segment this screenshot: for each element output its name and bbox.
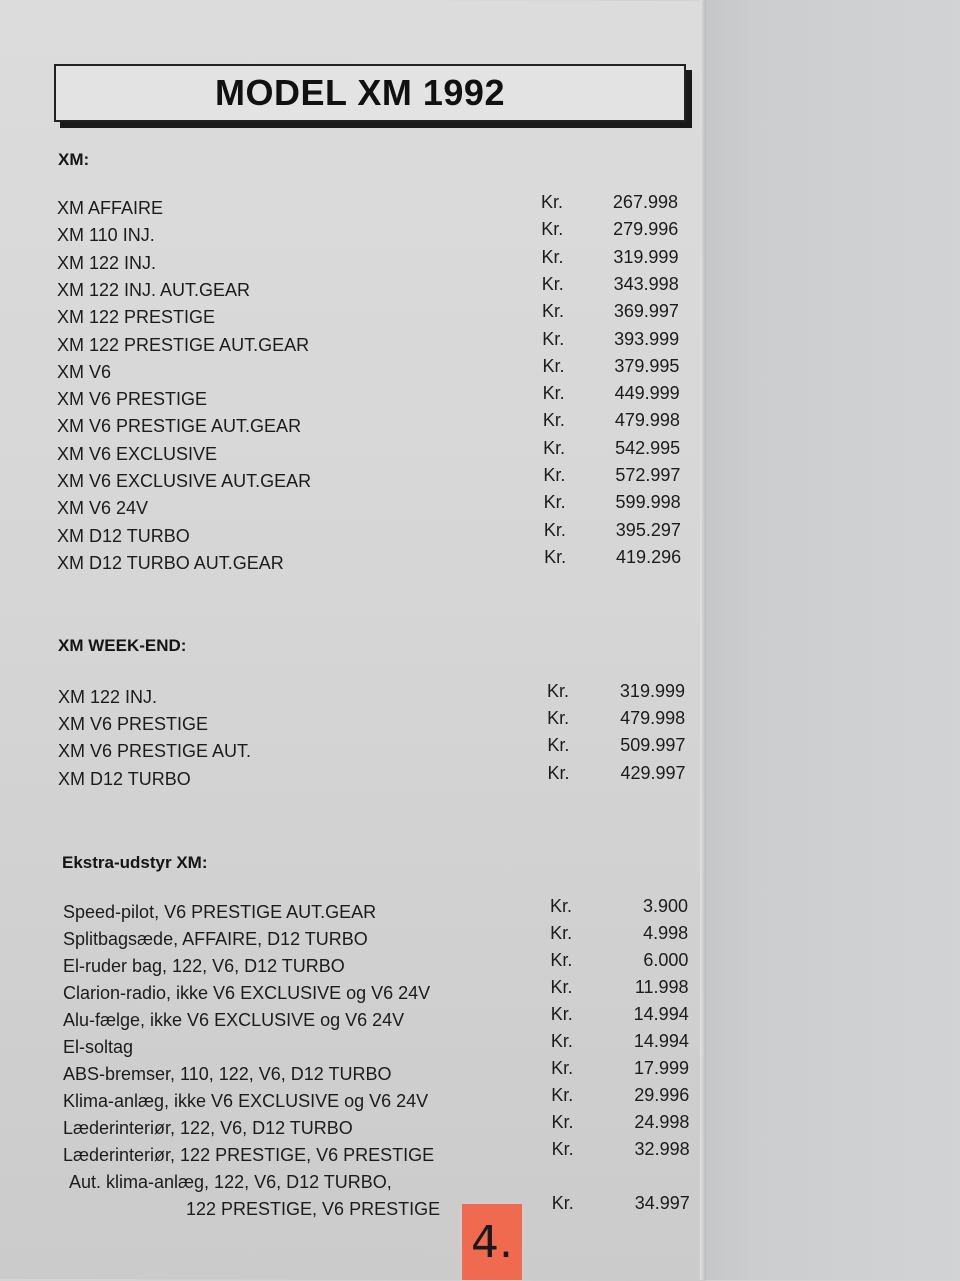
currency-label: Kr. — [551, 1085, 574, 1105]
section-heading-week-end: XM WEEK-END: — [58, 636, 187, 655]
item-name: ABS-bremser, 110, 122, V6, D12 TURBO — [63, 1064, 392, 1084]
currency-label: Kr. — [544, 546, 567, 567]
item-name: XM V6 EXCLUSIVE AUT.GEAR — [57, 471, 312, 491]
currency-label: Kr. — [550, 923, 573, 943]
item-name: XM D12 TURBO AUT.GEAR — [57, 552, 284, 573]
price-value: 379.995 — [614, 355, 680, 376]
item-name-line1: Aut. klima-anlæg, 122, V6, D12 TURBO, — [69, 1172, 392, 1192]
item-name: XM 122 INJ. AUT.GEAR — [57, 279, 251, 300]
price-value: 429.997 — [620, 762, 686, 783]
price-value: 34.997 — [634, 1193, 690, 1213]
currency-label: Kr. — [541, 301, 564, 322]
page-edge — [700, 0, 706, 1280]
currency-label: Kr. — [547, 708, 570, 729]
section-heading-ekstra-udstyr: Ekstra-udstyr XM: — [62, 853, 208, 872]
currency-label: Kr. — [541, 219, 564, 240]
currency-label: Kr. — [547, 762, 570, 783]
currency-label: Kr. — [542, 410, 565, 431]
price-value: 279.996 — [613, 219, 679, 240]
currency-label: Kr. — [551, 1139, 574, 1159]
price-value: 17.999 — [634, 1058, 690, 1078]
price-value: 599.998 — [615, 492, 681, 513]
price-value: 4.998 — [643, 923, 689, 943]
currency-label: Kr. — [543, 465, 566, 485]
price-value: 572.997 — [615, 465, 681, 485]
item-name: XM V6 PRESTIGE — [58, 714, 209, 735]
price-value: 393.999 — [614, 328, 680, 349]
currency-label: Kr. — [550, 1031, 573, 1051]
currency-label: Kr. — [550, 896, 573, 916]
currency-label: Kr. — [550, 1004, 573, 1024]
currency-label: Kr. — [550, 950, 573, 970]
price-value: 479.998 — [620, 708, 686, 729]
currency-label: Kr. — [550, 977, 573, 997]
price-value: 395.297 — [615, 519, 681, 540]
price-row — [0, 1172, 700, 1226]
item-name: XM V6 EXCLUSIVE — [57, 443, 218, 464]
item-name: XM 122 INJ. — [57, 252, 157, 273]
page-title: MODEL XM 1992 — [215, 72, 505, 113]
price-value: 319.999 — [619, 681, 685, 701]
currency-label: Kr. — [543, 519, 566, 540]
price-value: 3.900 — [642, 896, 688, 916]
background-surface — [700, 0, 960, 1280]
item-name: XM 122 INJ. — [58, 687, 158, 707]
page-number: 4. — [471, 1216, 513, 1268]
item-name: Læderinteriør, 122 PRESTIGE, V6 PRESTIGE — [63, 1145, 435, 1165]
item-name: XM 110 INJ. — [57, 225, 155, 246]
item-name: Læderinteriør, 122, V6, D12 TURBO — [63, 1118, 353, 1138]
price-value: 32.998 — [634, 1139, 690, 1159]
currency-label: Kr. — [541, 246, 564, 267]
currency-label: Kr. — [542, 355, 565, 376]
currency-label: Kr. — [542, 328, 565, 349]
currency-label: Kr. — [543, 492, 566, 513]
item-name: XM V6 PRESTIGE — [57, 389, 208, 410]
price-value: 14.994 — [633, 1031, 689, 1051]
item-name: Clarion-radio, ikke V6 EXCLUSIVE og V6 24V — [63, 983, 431, 1003]
title-box — [54, 64, 686, 122]
item-name: XM 122 PRESTIGE AUT.GEAR — [57, 334, 310, 355]
section-heading-xm: XM: — [58, 150, 90, 169]
currency-label: Kr. — [551, 1058, 574, 1078]
item-name: XM D12 TURBO — [58, 768, 191, 789]
item-name: Splitbagsæde, AFFAIRE, D12 TURBO — [63, 929, 368, 949]
currency-label: Kr. — [543, 437, 566, 458]
item-name: Speed-pilot, V6 PRESTIGE AUT.GEAR — [63, 902, 377, 922]
item-name: Klima-anlæg, ikke V6 EXCLUSIVE og V6 24V — [63, 1091, 429, 1111]
price-value: 509.997 — [620, 735, 686, 756]
item-name: XM D12 TURBO — [57, 525, 190, 546]
item-name: El-soltag — [63, 1037, 134, 1057]
item-name: XM AFFAIRE — [57, 198, 164, 218]
price-value: 479.998 — [614, 410, 680, 431]
price-value: 267.998 — [612, 192, 678, 212]
item-name-line2: 122 PRESTIGE, V6 PRESTIGE — [186, 1199, 441, 1219]
currency-label: Kr. — [541, 273, 564, 294]
item-name: XM V6 24V — [57, 498, 149, 519]
price-value: 343.998 — [613, 273, 679, 294]
currency-label: Kr. — [547, 681, 570, 701]
currency-label: Kr. — [551, 1193, 574, 1213]
currency-label: Kr. — [541, 192, 564, 212]
item-name: Alu-fælge, ikke V6 EXCLUSIVE og V6 24V — [63, 1010, 405, 1030]
currency-label: Kr. — [547, 735, 570, 756]
price-value: 319.999 — [613, 246, 679, 267]
item-name: XM 122 PRESTIGE — [57, 307, 216, 328]
item-name: El-ruder bag, 122, V6, D12 TURBO — [63, 956, 345, 976]
price-row — [0, 1139, 700, 1172]
item-name: XM V6 PRESTIGE AUT. — [58, 741, 252, 762]
price-value: 29.996 — [634, 1085, 690, 1105]
price-value: 14.994 — [633, 1004, 689, 1024]
price-value: 24.998 — [634, 1112, 690, 1132]
price-value: 6.000 — [643, 950, 689, 970]
item-name: XM V6 PRESTIGE AUT.GEAR — [57, 416, 302, 437]
price-row — [0, 546, 700, 580]
price-value: 542.995 — [615, 437, 681, 458]
price-row — [0, 762, 700, 796]
price-value: 449.999 — [614, 383, 680, 404]
page-number-label — [462, 1204, 522, 1280]
currency-label: Kr. — [551, 1112, 574, 1132]
currency-label: Kr. — [542, 383, 565, 404]
item-name: XM V6 — [57, 361, 112, 382]
price-value: 369.997 — [613, 301, 679, 322]
price-value: 419.296 — [616, 546, 682, 567]
price-value: 11.998 — [634, 977, 689, 997]
